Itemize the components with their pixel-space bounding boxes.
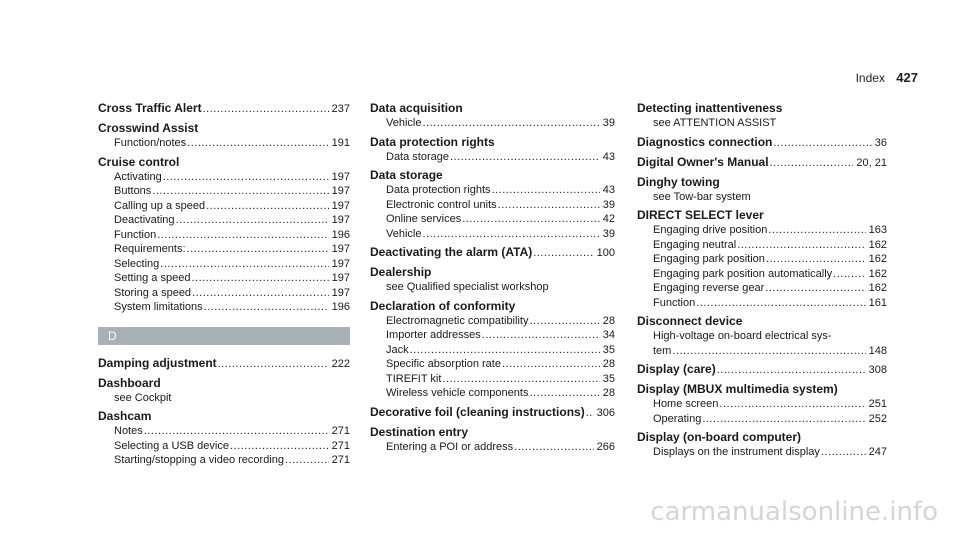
index-term: Data acquisition [370,101,463,115]
page-ref[interactable]: 197 [331,170,350,183]
sub-entry-label: Data storage [386,150,449,163]
sub-entry-label: Deactivating [114,214,175,226]
sub-entry[interactable] [98,213,350,228]
page-ref[interactable]: 308 [868,364,887,376]
page-number: 427 [896,70,918,85]
page-ref[interactable]: 43 [602,184,615,196]
page-ref[interactable]: 162 [868,238,887,251]
index-term: Dinghy towing [637,174,720,189]
dot-leader [765,281,865,296]
index-term: Decorative foil (cleaning instructions) [370,404,585,419]
dot-leader [152,184,328,199]
page-ref[interactable]: 100 [596,247,615,259]
index-entry [370,244,615,261]
index-entry [637,313,887,358]
dot-leader [492,183,600,198]
page-ref[interactable]: 163 [868,224,887,236]
index-entry-row[interactable] [370,244,615,261]
index-entry [98,120,350,151]
see-reference[interactable]: see Qualified specialist workshop [386,281,549,293]
sub-entry[interactable] [637,223,887,238]
sub-entry[interactable] [370,198,615,213]
sub-entry-label: Activating [114,170,162,183]
sub-entry[interactable] [370,386,615,401]
index-entry [637,100,887,131]
page-ref[interactable]: 43 [602,150,615,163]
dot-leader [770,154,854,171]
dot-leader [498,198,600,213]
page-ref[interactable]: 196 [331,228,350,241]
page-ref[interactable]: 271 [331,425,350,437]
sub-entry-label: Displays on the instrument display [653,446,820,458]
sub-entry[interactable] [370,116,615,131]
page-ref[interactable]: 42 [602,213,615,225]
page-ref[interactable]: 252 [868,412,887,425]
index-term: Crosswind Assist [98,121,199,135]
sub-entry[interactable] [637,445,887,460]
sub-entry-label: Selecting a USB device [114,439,229,452]
sub-entry-label: tem [653,344,672,357]
dot-leader [422,116,599,131]
page-ref[interactable]: 306 [596,406,615,419]
index-entry-row[interactable] [98,355,350,372]
sub-entry[interactable] [98,300,350,315]
index-entry [637,154,887,171]
index-term: Cruise control [98,154,180,169]
page-ref[interactable]: 222 [331,357,350,370]
index-term: Deactivating the alarm (ATA) [370,245,533,259]
see-reference[interactable]: see Tow-bar system [653,190,751,203]
page-ref[interactable]: 271 [331,439,350,452]
sub-entry-label: Operating [653,412,702,425]
watermark: carmanualsonline.info [650,497,938,527]
page-ref[interactable]: 36 [874,136,887,149]
dot-leader [410,343,600,358]
sub-entry-label: Online services [386,213,462,225]
sub-entry-label: Setting a speed [114,272,191,284]
sub-entry-label: Vehicle [386,227,422,240]
dot-leader [462,212,600,227]
page-ref[interactable]: 162 [868,282,887,294]
page-ref[interactable]: 28 [602,358,615,370]
index-entry-row[interactable] [98,100,350,117]
page-ref[interactable]: 197 [331,286,350,299]
sub-entry-label: Notes [114,425,143,437]
page-header [856,70,918,85]
dot-leader [187,136,328,151]
sub-entry[interactable] [637,344,887,359]
index-entry [98,355,350,372]
see-reference[interactable]: see Cockpit [114,391,172,404]
sub-entry-label: Starting/stopping a video recording [114,454,284,466]
index-entry [98,154,350,315]
dot-leader [768,223,865,238]
sub-entry-label: System limitations [114,301,203,313]
index-entry-row[interactable] [637,134,887,151]
sub-entry[interactable] [98,170,350,185]
dot-leader [821,445,866,460]
dot-leader [533,244,593,261]
page-ref[interactable]: 247 [868,446,887,458]
dot-leader [157,228,328,243]
index-entry [637,381,887,426]
dot-leader [203,100,329,117]
sub-entry[interactable] [98,453,350,468]
dot-leader [737,238,865,253]
dot-leader [230,439,329,454]
index-term: Destination entry [370,424,469,439]
sub-entry-label: Storing a speed [114,286,192,299]
dot-leader [176,213,329,228]
index-entry [370,264,615,295]
sub-entry[interactable] [98,286,350,301]
index-column-2 [370,100,615,457]
sub-entry-text: High-voltage on-board electrical sys- [653,330,832,342]
sub-entry[interactable] [637,296,887,311]
index-entry [637,174,887,205]
index-entry [637,429,887,460]
index-entry-row[interactable] [370,404,615,421]
dot-leader [529,386,599,401]
index-column-1 [98,100,350,471]
index-entry-row[interactable] [637,361,887,378]
page-ref[interactable]: 197 [331,214,350,226]
sub-entry-label: Specific absorption rate [386,358,501,370]
index-term: Data storage [370,168,443,182]
page-ref[interactable]: 196 [331,301,350,313]
dot-leader [717,361,866,378]
index-entry [370,404,615,421]
dot-leader [766,252,866,267]
sub-entry-label: Buttons [114,185,152,197]
sub-entry-label: Engaging reverse gear [653,282,765,294]
sub-entry[interactable] [370,314,615,329]
dot-leader [206,199,329,214]
sub-entry[interactable] [370,372,615,387]
index-entry [370,134,615,165]
sub-entry-label: Function/notes [114,137,187,149]
page-ref[interactable]: 271 [331,454,350,466]
sub-entry[interactable] [98,439,350,454]
page-ref[interactable]: 28 [602,387,615,399]
page-ref[interactable]: 197 [331,243,350,255]
index-term: Detecting inattentiveness [637,101,783,115]
dot-leader [191,271,328,286]
page-ref[interactable]: 35 [602,343,615,356]
index-entry [370,100,615,131]
index-term: Declaration of conformity [370,298,516,313]
page-ref[interactable]: 162 [868,267,887,280]
index-entry [637,207,887,310]
sub-entry[interactable] [637,412,887,427]
dot-leader [514,440,593,455]
sub-entry-label: Selecting [114,257,160,270]
page-ref[interactable]: 148 [868,344,887,357]
sub-entry[interactable] [98,184,350,199]
sub-entry-label: Home screen [653,398,719,410]
dot-leader [529,314,599,329]
index-entry [98,100,350,117]
page-ref[interactable]: 197 [331,185,350,197]
index-entry [98,375,350,406]
index-term: Diagnostics connection [637,134,773,149]
sub-entry[interactable] [370,212,615,227]
sub-entry[interactable] [637,238,887,253]
index-term: Data protection rights [370,134,495,149]
dot-leader [702,412,865,427]
index-term: Dealership [370,265,432,279]
index-term: DIRECT SELECT lever [637,208,764,222]
index-term: Dashcam [98,409,152,423]
sub-entry[interactable] [98,271,350,286]
dot-leader [450,150,600,165]
index-entry [637,361,887,378]
sub-entry[interactable] [370,440,615,455]
sub-entry[interactable] [637,397,887,412]
dot-leader [187,242,329,257]
sub-entry-label: Engaging park position automatically [653,267,833,280]
index-entry [370,298,615,401]
sub-entry-label: Entering a POI or address [386,440,514,453]
page-ref[interactable]: 266 [596,440,615,453]
dot-leader [719,397,865,412]
sub-entry-label: Function [653,296,696,309]
sub-entry[interactable] [370,343,615,358]
page-ref[interactable]: 20, 21 [856,156,887,169]
page-ref[interactable]: 39 [602,198,615,211]
see-reference[interactable]: see ATTENTION ASSIST [653,117,777,129]
index-column-3 [637,100,887,463]
index-entry [98,408,350,468]
index-term: Damping adjustment [98,355,217,370]
sub-entry-label: Wireless vehicle components [386,387,529,399]
sub-entry-label: Engaging park position [653,253,765,265]
sub-entry[interactable] [370,227,615,242]
index-entry-row[interactable] [637,154,887,171]
index-entry [370,167,615,241]
sub-entry[interactable] [370,357,615,372]
header-section: Index [855,71,885,85]
sub-entry[interactable] [370,183,615,198]
index-term: Display (on-board computer) [637,430,802,444]
dot-leader [218,355,329,372]
dot-leader [586,404,594,421]
index-entry [370,424,615,455]
sub-entry-label: TIREFIT kit [386,372,442,385]
sub-entry-label: Jack [386,343,409,356]
dot-leader [442,372,599,387]
page-ref[interactable]: 251 [868,398,887,410]
dot-leader [204,300,329,315]
index-term: Disconnect device [637,314,743,328]
index-term: Display (MBUX multimedia system) [637,382,838,396]
sub-entry-label: Engaging neutral [653,238,737,251]
page-ref[interactable]: 191 [331,137,350,149]
sub-entry-label: Function [114,228,157,241]
page-ref[interactable]: 197 [331,272,350,284]
dot-leader [773,134,871,151]
index-term: Digital Owner's Manual [637,154,769,169]
sub-entry-label: Engaging drive position [653,224,768,236]
sub-entry[interactable] [98,424,350,439]
page-ref[interactable]: 34 [602,329,615,341]
page-ref[interactable]: 39 [602,227,615,240]
sub-entry-label: Electromagnetic compatibility [386,314,529,327]
index-term: Cross Traffic Alert [98,101,202,115]
sub-entry[interactable] [98,136,350,151]
section-heading: D [98,327,350,345]
index-term: Display (care) [637,362,716,376]
sub-entry-label: Electronic control units [386,198,497,211]
dot-leader [672,344,865,359]
index-entry [637,134,887,151]
page-ref[interactable]: 28 [602,314,615,327]
dot-leader [192,286,329,301]
index-term: Dashboard [98,375,161,390]
dot-leader [285,453,329,468]
sub-entry[interactable] [370,328,615,343]
sub-entry[interactable] [637,281,887,296]
page-ref[interactable]: 161 [868,296,887,309]
dot-leader [422,227,599,242]
sub-entry-label: Vehicle [386,117,422,129]
sub-entry-label: Calling up a speed [114,199,206,212]
dot-leader [160,257,328,272]
sub-entry[interactable] [637,252,887,267]
page-ref[interactable]: 197 [331,199,350,212]
sub-entry[interactable] [98,242,350,257]
page-ref[interactable]: 237 [331,103,350,115]
page-ref[interactable]: 39 [602,117,615,129]
dot-leader [833,267,865,282]
dot-leader [696,296,865,311]
sub-entry[interactable] [98,199,350,214]
dot-leader [482,328,600,343]
sub-entry-label: Requirements: [114,243,186,255]
sub-entry[interactable] [370,150,615,165]
sub-entry[interactable] [637,267,887,282]
page-ref[interactable]: 197 [331,257,350,270]
page-ref[interactable]: 162 [868,253,887,265]
dot-leader [502,357,600,372]
dot-leader [144,424,329,439]
sub-entry[interactable] [98,228,350,243]
sub-entry-label: Data protection rights [386,184,491,196]
dot-leader [163,170,329,185]
sub-entry[interactable] [98,257,350,272]
sub-entry-label: Importer addresses [386,329,481,341]
page-ref[interactable]: 35 [602,372,615,385]
